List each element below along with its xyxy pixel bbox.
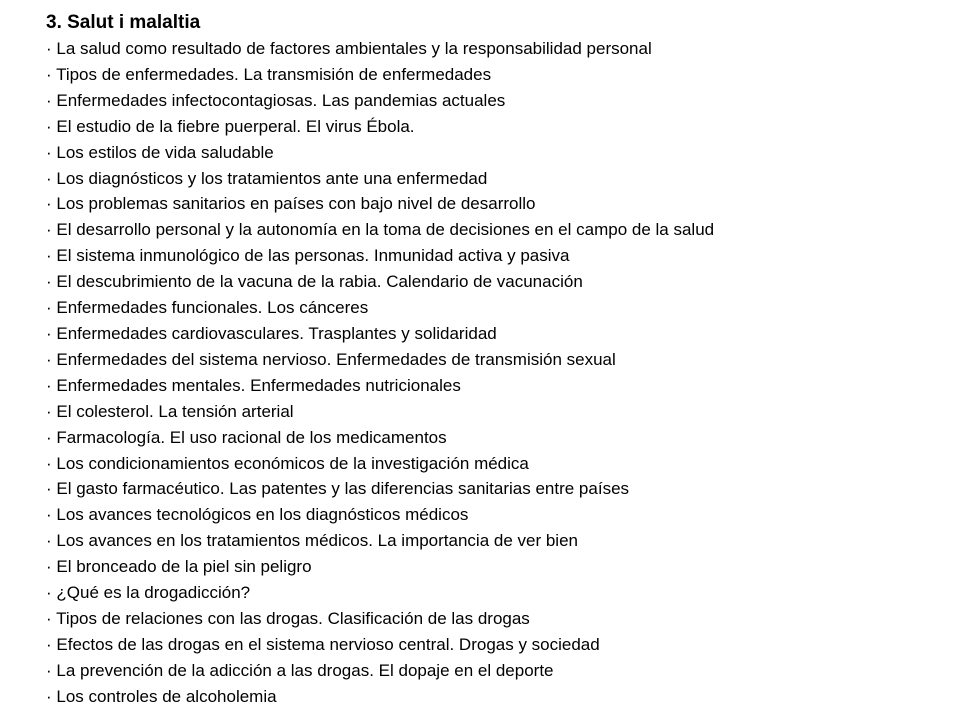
slide-content <box>46 10 946 710</box>
topic-item: · ¿Qué es la drogadicción? <box>46 583 251 603</box>
topic-item: · Enfermedades funcionales. Los cánceres <box>46 298 369 318</box>
topic-item: · El gasto farmacéutico. Las patentes y las diferencias sanitarias entre países <box>46 479 630 499</box>
topic-item: · El sistema inmunológico de las personas. Inmunidad activa y pasiva <box>46 246 570 266</box>
topic-item: · El estudio de la fiebre puerperal. El virus Ébola. <box>46 116 415 136</box>
topic-item: · Los diagnósticos y los tratamientos ante una enfermedad <box>46 168 488 188</box>
topic-item: · El colesterol. La tensión arterial <box>46 401 294 421</box>
topic-item: · Los avances tecnológicos en los diagnósticos médicos <box>46 505 469 525</box>
topic-item: · Los avances en los tratamientos médicos. La importancia de ver bien <box>46 531 578 551</box>
topic-list <box>46 36 946 710</box>
topic-item: · Enfermedades del sistema nervioso. Enfermedades de transmisión sexual <box>46 349 616 369</box>
topic-item: · El bronceado de la piel sin peligro <box>46 557 312 577</box>
topic-item: · Los problemas sanitarios en países con bajo nivel de desarrollo <box>46 194 536 214</box>
topic-item: · Tipos de enfermedades. La transmisión de enfermedades <box>46 64 492 84</box>
topic-item: · La salud como resultado de factores ambientales y la responsabilidad personal <box>46 39 652 58</box>
topic-item: · Los estilos de vida saludable <box>46 142 274 162</box>
topic-item: · Los condicionamientos económicos de la investigación médica <box>46 453 529 473</box>
section-title: 3. Salut i malaltia <box>46 12 201 33</box>
topic-item: · Los controles de alcoholemia <box>46 686 277 706</box>
topic-item: · Efectos de las drogas en el sistema nervioso central. Drogas y sociedad <box>46 634 600 654</box>
topic-item: · La prevención de la adicción a las drogas. El dopaje en el deporte <box>46 660 554 680</box>
topic-item: · Enfermedades infectocontagiosas. Las pandemias actuales <box>46 90 506 110</box>
topic-item: · Enfermedades cardiovasculares. Trasplantes y solidaridad <box>46 323 497 343</box>
topic-item: · Tipos de relaciones con las drogas. Clasificación de las drogas <box>46 608 530 628</box>
topic-item: · Enfermedades mentales. Enfermedades nutricionales <box>46 375 461 395</box>
topic-item: · El descubrimiento de la vacuna de la rabia. Calendario de vacunación <box>46 272 583 292</box>
topic-item: · Farmacología. El uso racional de los medicamentos <box>46 427 447 447</box>
topic-item: · El desarrollo personal y la autonomía en la toma de decisiones en el campo de la salud <box>46 220 715 240</box>
